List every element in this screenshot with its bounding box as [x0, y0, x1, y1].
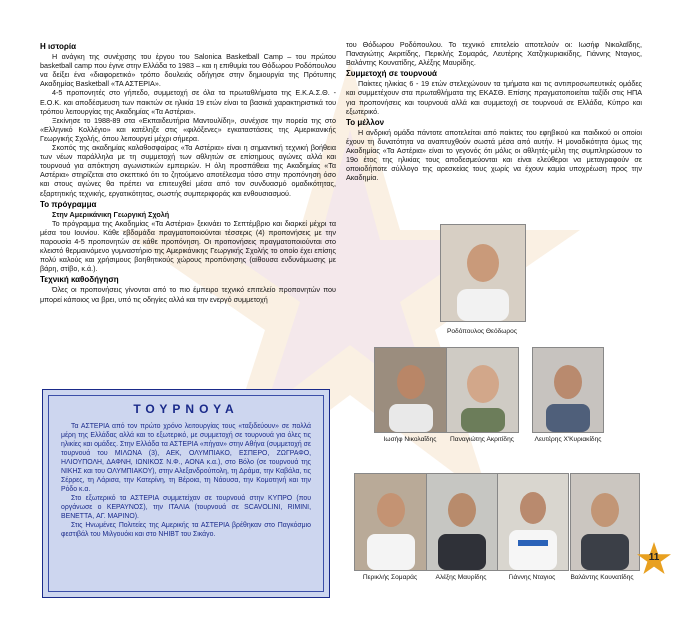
photo-ntagios	[497, 473, 569, 571]
tournament-box-paragraph-1: Τα ΑΣΤΕΡΙΑ από τον πρώτο χρόνο λειτουργίας τους «ταξιδεύουν» σε πολλά μέρη της Ελλάδας αλλά και το εξωτερικό, με συμμετοχή σε τουρνουά για όλες τις ηλικίες και ομάδες. Στην Ελλάδα τα ΑΣΤΕΡΙΑ «πήγαν» στην Αθήνα (συμμετοχή σε τουρνουά του ΜΙΛΩΝΑ (3), ΑΕΚ, ΟΛΥΜΠΙΑΚΟ, ΕΣΠΕΡΟ, ΖΩΓΡΑΦΟ, ΗΛΙΟΥΠΟΛΗ, ΔΑΦΝΗ, ΙΩΝΙΚΟΣ Ν.Φ., ΑΟΝΑ κ.α.), στο Βόλο (σε τουρνουά της ΝΙΚΗΣ και του ΟΛΥΜΠΙΑΚΟΥ), στην Αλεξανδρούπολη, τη Δράμα, την Καβάλα, τις Σέρρες, τη Λάρισα, την Κατερίνη, τη Βέροια, τη Νάουσα, την Κομοτηνή και την Ρόδο κ.α.	[61, 423, 311, 493]
history-paragraph-3: Ξεκίνησε το 1988-89 στα «Εκπαιδευτήρια Μαντουλίδη», συνέχισε την πορεία της στο «Ελληνικό Κολλέγιο» και κατέληξε στις «φιλόξενες» εγκαταστάσεις της Αμερικανικής Γεωργικής Σχολής, όπου λειτουργεί μέχρι σήμερα.	[40, 115, 336, 143]
caption-nikolaidis: Ιωσήφ Νικολαΐδης	[383, 436, 437, 443]
caption-chatzikyriakidis: Λευτέρης Χ'Κυριακίδης	[534, 436, 602, 443]
history-paragraph-2: 4-5 προπονητές στο γήπεδο, συμμετοχή σε όλα τα πρωταθλήματα της Ε.Κ.Α.Σ.Θ. - Ε.Ο.Κ. και αποδέσμευση των παικτών σε ηλικία 19 ετών είναι τα βασικά χαρακτηριστικά του τρόπου λειτουργίας της Ακαδημίας «Τα Αστέρια».	[40, 88, 336, 116]
portrait-icon	[375, 348, 447, 432]
tournament-box-body	[49, 416, 323, 539]
left-column	[40, 40, 336, 304]
photo-nikolaidis	[374, 347, 448, 433]
portrait-icon	[447, 348, 518, 432]
portrait-icon	[441, 225, 525, 321]
future-paragraph: Η ανδρική ομάδα πάντοτε αποτελείται από παίκτες του εφηβικού και παιδικού οι οποίοι έχουν τη δυνατότητα να αναπτυχθούν σωστά μέσα από αυτήν. Η μοναδικότητα όμως της Ακαδημίας «Τα Αστέρια» είναι το γεγονός ότι μόλις οι αθλητές-μέλη της συμπληρώσουν το 19ο έτος της ηλικίας τους αποδεσμεύονται και είναι ελεύθεροι να μεταγραφούν σε οποιοδήποτε σύλλογο της αρεσκείας τους χωρίς να έχουν καμία υποχρέωση προς την Ακαδημία.	[346, 127, 642, 183]
caption-kounatidis: Βαλάντης Κουνατίδης	[570, 574, 634, 581]
technical-paragraph-1: Όλες οι προπονήσεις γίνονται από το πιο έμπειρο τεχνικό επιτελείο προπονητών που μπορεί κάποιος να βρει, υπό τις οδηγίες αλλά και την ενεργό συμμετοχή	[40, 285, 336, 304]
right-column	[346, 40, 642, 182]
page-number: 11	[648, 552, 660, 563]
portrait-icon	[533, 348, 603, 432]
portrait-icon	[427, 474, 497, 570]
program-heading: Το πρόγραμμα	[40, 199, 97, 209]
photo-somaras	[354, 473, 428, 571]
history-heading: Η ιστορία	[40, 42, 77, 51]
caption-mavridis: Αλέξης Μαυρίδης	[435, 574, 487, 581]
technical-heading: Τεχνική καθοδήγηση	[40, 275, 119, 285]
tournaments-paragraph: Παίκτες ηλικίας 6 - 19 ετών στελεχώνουν τα τμήματα και τις αντιπροσωπευτικές ομάδες και συμμετέχουν στα πρωταθλήματα της ΕΚΑΣΘ. Επίσης πραγματοποιείται ταξίδι στις ΗΠΑ για προπονήσεις και τουρνουά αλλά και συμμετοχή σε τουρνουά σε Ελλάδα, Κύπρο και εξωτερικό.	[346, 79, 642, 116]
tournament-box-frame	[48, 395, 324, 592]
tournament-box-title: ΤΟΥΡΝΟΥΑ	[133, 402, 239, 416]
photo-mavridis	[426, 473, 498, 571]
caption-akritidis: Παναγιώτης Ακριτίδης	[450, 436, 514, 443]
caption-somaras: Περικλής Σομαράς	[362, 574, 418, 581]
program-subheading: Στην Αμερικάνικη Γεωργική Σχολή	[52, 209, 170, 219]
history-paragraph-1: Η ανάγκη της συνέχισης του έργου του Salonica Basketball Camp – του πρώτου basketball camp που έγινε στην Ελλάδα το 1983 – και η επιθυμία του Θόδωρου Ροδόπουλου να δείξει ένα «διαφορετικό» τρόπο δουλειάς οδήγησε στην δημιουργία της Πρότυπης Ακαδημίας Basketball «ΤΑ ΑΣΤΕΡΙΑ».	[40, 52, 336, 89]
future-heading: Το μέλλον	[346, 117, 385, 127]
caption-rodopoulos: Ροδόπουλος Θεόδωρος	[446, 328, 518, 335]
photo-akritidis	[446, 347, 519, 433]
portrait-icon	[355, 474, 427, 570]
tournament-box	[42, 389, 330, 598]
portrait-icon	[498, 474, 568, 570]
program-paragraph: Το πρόγραμμα της Ακαδημίας «Τα Αστέρια» ξεκινάει το Σεπτέμβριο και διαρκεί μέχρι τα μέσα του Ιουνίου. Κάθε εβδομάδα πραγματοποιούνται τέσσερις (4) προπονήσεις με την παρουσία 4-5 προπονητών σε κάθε προπόνηση. Οι προπονήσεις πραγματοποιούνται στο κλειστό θερμαινόμενο γυμναστήριο της Αμερικάνικης Γεωργικής Σχολής το οποίο έχει επίσης πολύ καλούς και χρήσιμους βοηθητικούς χώρους προπόνησης (αίθουσα ενδυνάμωσης με βάρη, στίβο, κ.ά.).	[40, 218, 336, 274]
tournament-box-paragraph-2: Στο εξωτερικό τα ΑΣΤΕΡΙΑ συμμετείχαν σε τουρνουά στην ΚΥΠΡΟ (που οργάνωσε ο ΚΕΡΑΥΝΟΣ), την ΙΤΑΛΙΑ (τουρνουά σε SCAVOLINI, RIMINI, BENETTA, ΑΓ. ΜΑΡΙΝΟ).	[61, 495, 311, 520]
tournament-box-paragraph-3: Στις Ηνωμένες Πολιτείες της Αμερικής τα ΑΣΤΕΡΙΑ βρέθηκαν στο Παγκόσμιο φεστιβάλ του Μιλγουόκι και στο NHIBT του Σικάγο.	[61, 522, 311, 538]
portrait-icon	[571, 474, 639, 570]
history-paragraph-4: Σκοπός της ακαδημίας καλαθοσφαίρας «Τα Αστέρια» είναι η σημαντική τεχνική βοήθεια των νέων παράλληλα με τη συμμετοχή των αθλητών σε επίσημους αγώνες αλλά και τουρνουά για απόκτηση αγωνιστικών εμπειριών. Η όλη προσπάθεια της Ακαδημίας «Τα Αστέρια» στηρίζεται στο σκεπτικό ότι το ζητούμενο αποτέλεσμα τόσο στην προπόνηση όσο και στους αγώνες θα πρέπει να επιτευχθεί μέσα από τον συνδυασμό ομαδικότητας, εξαρτητικής τεχνικής, εργατικότητας, σωστής συμπεριφοράς και ενθουσιασμού.	[40, 143, 336, 198]
photo-chatzikyriakidis	[532, 347, 604, 433]
photo-rodopoulos	[440, 224, 526, 322]
technical-paragraph-2: του Θόδωρου Ροδόπουλου. Το τεχνικό επιτελείο αποτελούν οι: Ιωσήφ Νικολαΐδης, Παναγιώτης Ακριτίδης, Περικλής Σομαράς, Λευτέρης Χατζηκυριακίδης, Γιάννης Νταγιος, Βαλάντης Κουνατίδης, Αλέξης Μαυρίδης.	[346, 40, 642, 68]
caption-ntagios: Γιάννης Νταγιος	[508, 574, 556, 581]
tournaments-heading: Συμμετοχή σε τουρνουά	[346, 69, 437, 79]
photo-kounatidis	[570, 473, 640, 571]
